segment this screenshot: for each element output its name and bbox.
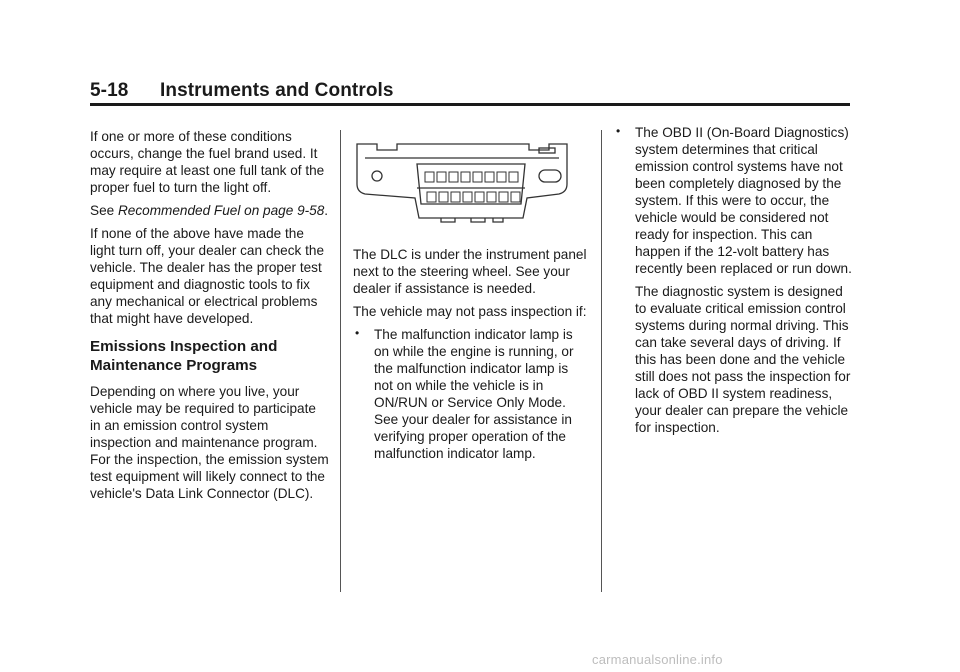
emissions-heading: Emissions Inspection and Maintenance Programs [90, 338, 278, 374]
list-item [614, 124, 854, 277]
watermark: carmanualsonline.info [592, 652, 723, 667]
malfunction-lamp-bullet: The malfunction indicator lamp is on while the engine is running, or the malfunction indicator lamp is not on while the vehicle is in ON/RUN or Service Only Mode. See your dealer for assistance in verifying proper operation of the malfunction indicator lamp. [374, 327, 574, 461]
bullet-icon: • [355, 326, 360, 340]
recommended-fuel-link[interactable]: Recommended Fuel on page 9-58 [117, 203, 325, 218]
dlc-location-paragraph: The DLC is under the instrument panel next to the steering wheel. See your dealer if assistance is needed. [353, 247, 587, 296]
column-right [614, 124, 854, 442]
see-reference [90, 202, 330, 219]
page-number: 5-18 [90, 80, 129, 101]
inspection-intro: The vehicle may not pass inspection if: [353, 304, 587, 319]
bullet-icon: • [616, 124, 621, 138]
emissions-paragraph: Depending on where you live, your vehicle may be required to participate in an emission control system inspection and maintenance program. For the inspection, the emission system test equipment will likely connect to the vehicle's Data Link Connector (DLC). [90, 384, 329, 501]
dlc-connector-illustration [353, 134, 571, 226]
section-title: Instruments and Controls [160, 80, 394, 101]
column-middle [353, 130, 589, 468]
see-suffix: . [324, 203, 329, 218]
list-item [353, 326, 589, 462]
column-divider-left [340, 130, 341, 592]
obd-bullet: The OBD II (On-Board Diagnostics) system determines that critical emission control systems have not been completely diagnosed by the system. If this were to occur, the vehicle would be considered not ready for inspection. This can happen if the 12-volt battery has recently been replaced or run down. [635, 125, 852, 276]
page-header [90, 80, 394, 102]
header-rule [90, 103, 850, 106]
conditions-paragraph: If one or more of these conditions occurs, change the fuel brand used. It may require at least one full tank of the proper fuel to turn the light off. [90, 129, 325, 195]
column-left [90, 128, 330, 508]
dealer-paragraph: If none of the above have made the light turn off, your dealer can check the vehicle. The dealer has the proper test equipment and diagnostic tools to fix any mechanical or electrical problems that might have developed. [90, 226, 325, 326]
column-divider-right [601, 130, 602, 592]
see-prefix: See [90, 203, 118, 218]
diagnostic-system-paragraph: The diagnostic system is designed to evaluate critical emission control systems during normal driving. This can take several days of driving. If this has been done and the vehicle still does not pass the inspection for lack of OBD II system readiness, your dealer can prepare the vehicle for inspection. [635, 284, 851, 435]
